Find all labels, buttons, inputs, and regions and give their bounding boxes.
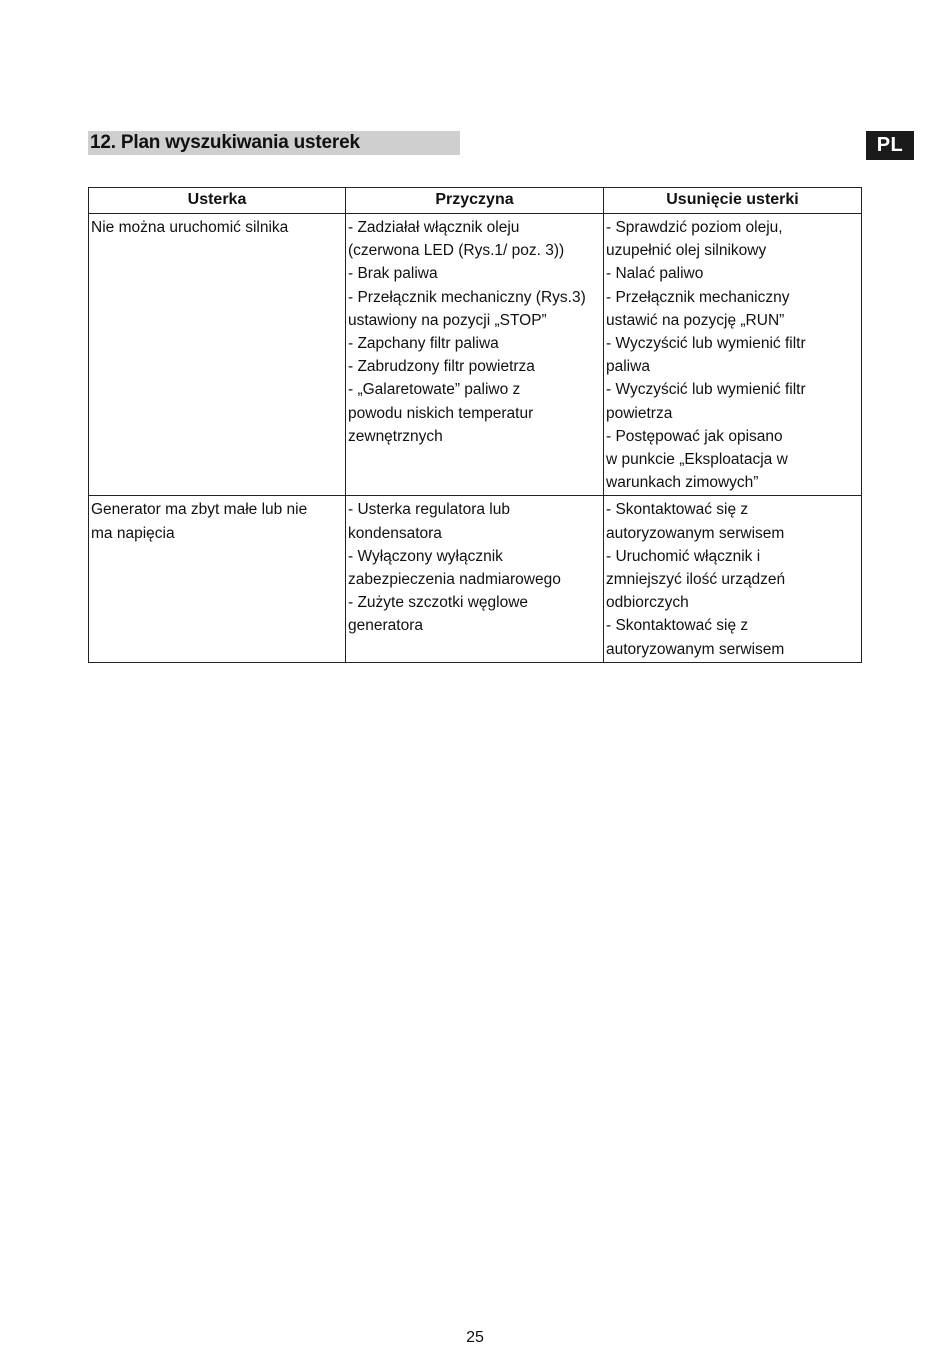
cell-line: powodu niskich temperatur: [348, 404, 534, 422]
cell-line: (czerwona LED (Rys.1/ poz. 3)): [348, 242, 565, 260]
cause-cell: [346, 214, 604, 496]
cell-line: warunkach zimowych”: [606, 474, 759, 492]
cell-line: - Zużyte szczotki węglowe: [348, 594, 529, 612]
cell-line: ustawiony na pozycji „STOP”: [348, 311, 547, 329]
cell-line: - Wyczyścić lub wymienić filtr: [606, 381, 806, 399]
cell-line: generatora: [348, 617, 423, 635]
cell-line: odbiorczych: [606, 594, 689, 612]
cell-line: kondensatora: [348, 524, 442, 542]
cell-line: powietrza: [606, 404, 673, 422]
cell-line: autoryzowanym serwisem: [606, 640, 785, 658]
page-number: 25: [466, 1329, 484, 1346]
cell-line: - Zadziałał włącznik oleju: [348, 219, 520, 236]
cell-line: - Przełącznik mechaniczny: [606, 288, 790, 306]
cell-line: Generator ma zbyt małe lub nie: [91, 501, 308, 519]
cell-line: zewnętrznych: [348, 427, 443, 445]
cell-line: w punkcie „Eksploatacja w: [606, 451, 788, 469]
cell-line: - Wyczyścić lub wymienić filtr: [606, 335, 806, 353]
cell-line: - Skontaktować się z: [606, 617, 749, 635]
cell-line: - Nalać paliwo: [606, 265, 704, 283]
table-header-row: [89, 188, 862, 214]
cell-line: - „Galaretowate” paliwo z: [348, 381, 521, 399]
fault-cell: [89, 496, 346, 662]
cell-line: Nie można uruchomić silnika: [91, 219, 289, 236]
table-row: [89, 214, 862, 496]
column-header-remedy: Usunięcie usterki: [604, 188, 862, 214]
remedy-cell: [604, 496, 862, 662]
cell-line: uzupełnić olej silnikowy: [606, 242, 767, 260]
cell-line: - Zabrudzony filtr powietrza: [348, 358, 535, 376]
language-badge: PL: [866, 131, 914, 160]
troubleshooting-table: [88, 187, 862, 663]
cell-line: - Wyłączony wyłącznik: [348, 547, 503, 565]
section-title: 12. Plan wyszukiwania usterek: [88, 131, 460, 155]
cell-line: autoryzowanym serwisem: [606, 524, 785, 542]
cell-line: - Sprawdzić poziom oleju,: [606, 219, 783, 236]
cell-line: - Uruchomić włącznik i: [606, 547, 761, 565]
cell-line: - Przełącznik mechaniczny (Rys.3): [348, 288, 586, 306]
fault-cell: [89, 214, 346, 496]
cell-line: - Postępować jak opisano: [606, 427, 783, 445]
cell-line: zmniejszyć ilość urządzeń: [606, 571, 786, 589]
cell-line: paliwa: [606, 358, 650, 376]
cell-line: - Usterka regulatora lub: [348, 501, 510, 519]
cell-line: ustawić na pozycję „RUN”: [606, 311, 785, 329]
cell-line: - Brak paliwa: [348, 265, 438, 283]
remedy-cell: [604, 214, 862, 496]
column-header-cause: Przyczyna: [346, 188, 604, 214]
cause-cell: [346, 496, 604, 662]
cell-line: - Skontaktować się z: [606, 501, 749, 519]
cell-line: ma napięcia: [91, 524, 175, 542]
column-header-fault: Usterka: [89, 188, 346, 214]
cell-line: zabezpieczenia nadmiarowego: [348, 571, 561, 589]
cell-line: - Zapchany filtr paliwa: [348, 335, 499, 353]
table-row: [89, 496, 862, 662]
